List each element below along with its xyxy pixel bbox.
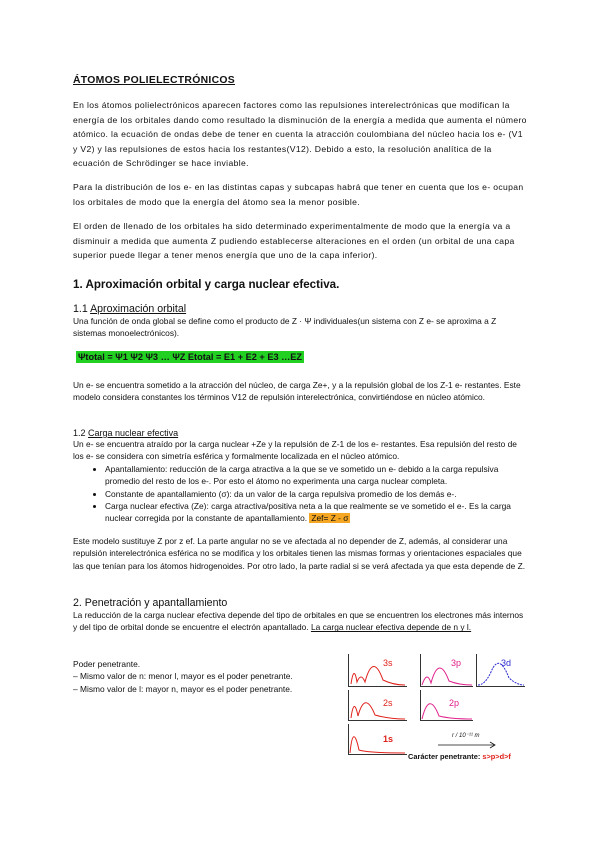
list-item: • Apantallamiento: reducción de la carga atractiva a la que se ve sometido un e- debido a la carga repulsiva promedio del resto de los e-. Por esto el átomo no experimenta una carga nuclear completa. [105, 463, 528, 488]
label-3s: 3s [383, 658, 393, 668]
poder-title: Poder penetrante. [73, 659, 141, 669]
section-2 [73, 597, 528, 634]
plot-2s [348, 690, 407, 721]
subsection-1-1-heading: 1.1 Aproximación orbital [73, 303, 187, 315]
zef-formula: Zef= Z - σ [311, 513, 349, 524]
plot-3s [348, 654, 407, 687]
subsection-1-1 [73, 303, 528, 340]
plot-1s [348, 724, 407, 755]
poder-item: – Mismo valor de l: mayor n, mayor es el poder penetrante. [73, 683, 293, 694]
subsection-1-2 [73, 428, 528, 525]
formula-block [76, 347, 326, 365]
figure-caption: Carácter penetrante: s>p>d>f [408, 752, 511, 761]
intro-paragraph-3: El orden de llenado de los orbitales ha sido determinado experimentalmente de modo que la energía va a disminuir a medida que aumenta Z pudiendo establecerse alteraciones en el orden (un orbital de una capa superior puede llegar a tener menos energía que uno de la capa inferior). [73, 221, 515, 261]
penetration-order: s>p>d>f [482, 752, 511, 761]
radial-distribution-figure [348, 652, 528, 767]
list-item: • Carga nuclear efectiva (Ze): carga atractiva/positiva neta a la que realmente se ve sometido el e-. Es la carga nuclear corregida por la constante de apantallamiento. Zef= Z - σ [105, 500, 528, 525]
bullet-list [73, 463, 528, 525]
section-2-heading: 2. Penetración y apantallamiento [73, 597, 228, 609]
subsection-1-2-heading: 1.2 Carga nuclear efectiva [73, 428, 179, 438]
axis-arrow [438, 733, 498, 746]
label-2p: 2p [449, 698, 460, 708]
doc-title: ÁTOMOS POLIELECTRÓNICOS [73, 75, 235, 86]
section-1-heading: 1. Aproximación orbital y carga nuclear efectiva. [73, 278, 340, 291]
subsection-1-1-text: Una función de onda global se define como el producto de Z · Ψ individuales(un sistema con Z e- se aproxima a Z sistemas monoelectrónicos). [73, 316, 497, 339]
label-3d: 3d [501, 658, 512, 668]
poder-penetrante-block [73, 658, 333, 695]
psi-formula: Ψtotal = Ψ1 Ψ2 Ψ3 … ΨZ Etotal = E1 + E2 + E3 …EZ [78, 352, 303, 362]
section-2-text: La reducción de la carga nuclear efectiva depende del tipo de orbitales en que se encuentren los electrones más internos y del tipo de orbital donde se encuentre el electrón apantallado. La carga nuclear efectiva depende de n y l. [73, 610, 524, 633]
list-item: • Constante de apantallamiento (σ): da un valor de la carga repulsiva promedio de los demás e-. [105, 488, 528, 500]
poder-item: – Mismo valor de n: menor l, mayor es el poder penetrante. [73, 671, 293, 682]
intro-paragraph-2: Para la distribución de los e- en las distintas capas y subcapas habrá que tener en cuenta que los e- ocupan los orbitales de modo que la energía del átomo sea la menor posible. [73, 182, 524, 207]
intro-paragraph-1: En los átomos polielectrónicos aparecen factores como las repulsiones interelectrónicas que modifican la energía de los orbitales dando como resultado la disminución de la energía a medida que aumenta el número atómico. la ecuación de ondas debe de tener en cuenta la atracción coulombiana del núcleo hacia los e- (V1 y V2) y las repulsiones de estos hacia los restantes(V12). Debido a esto, la resolución analítica de la ecuación de Schrödinger se hace inviable. [73, 100, 527, 169]
plot-3d [476, 654, 525, 687]
subsection-1-2-text2: Este modelo sustituye Z por z ef. La parte angular no se ve afectada al no depender de Z, además, al considerar una repulsión interelectrónica esférica no se modifica y los orbitales tienen las mismas formas y orientaciones espaciales que las que tenían para los átomos hidrogenoides. Por otro lado, la parte radial si se verá afectada ya que esta depende de Z. [73, 536, 526, 571]
label-1s: 1s [383, 734, 394, 744]
subsection-1-1-text2: Un e- se encuentra sometido a la atracción del núcleo, de carga Ze+, y a la repulsión global de los Z-1 e- restantes. Este modelo considera constantes los términos V12 de repulsión interelectrónica, convirtiéndose en núcleo atómico. [73, 380, 521, 403]
label-3p: 3p [451, 658, 462, 668]
doc-title-block [73, 70, 528, 88]
axis-label: r / 10⁻¹¹ m [452, 733, 480, 739]
subsection-1-2-text: Un e- se encuentra atraído por la carga nuclear +Ze y la repulsión de Z-1 de los e- restantes. Esa repulsión del resto de los e- se considera con simetría esférica y formalmente localizada en el núcleo atómico. [73, 439, 517, 462]
plot-2p [420, 690, 473, 721]
plot-3p [420, 654, 473, 687]
label-2s: 2s [383, 698, 393, 708]
